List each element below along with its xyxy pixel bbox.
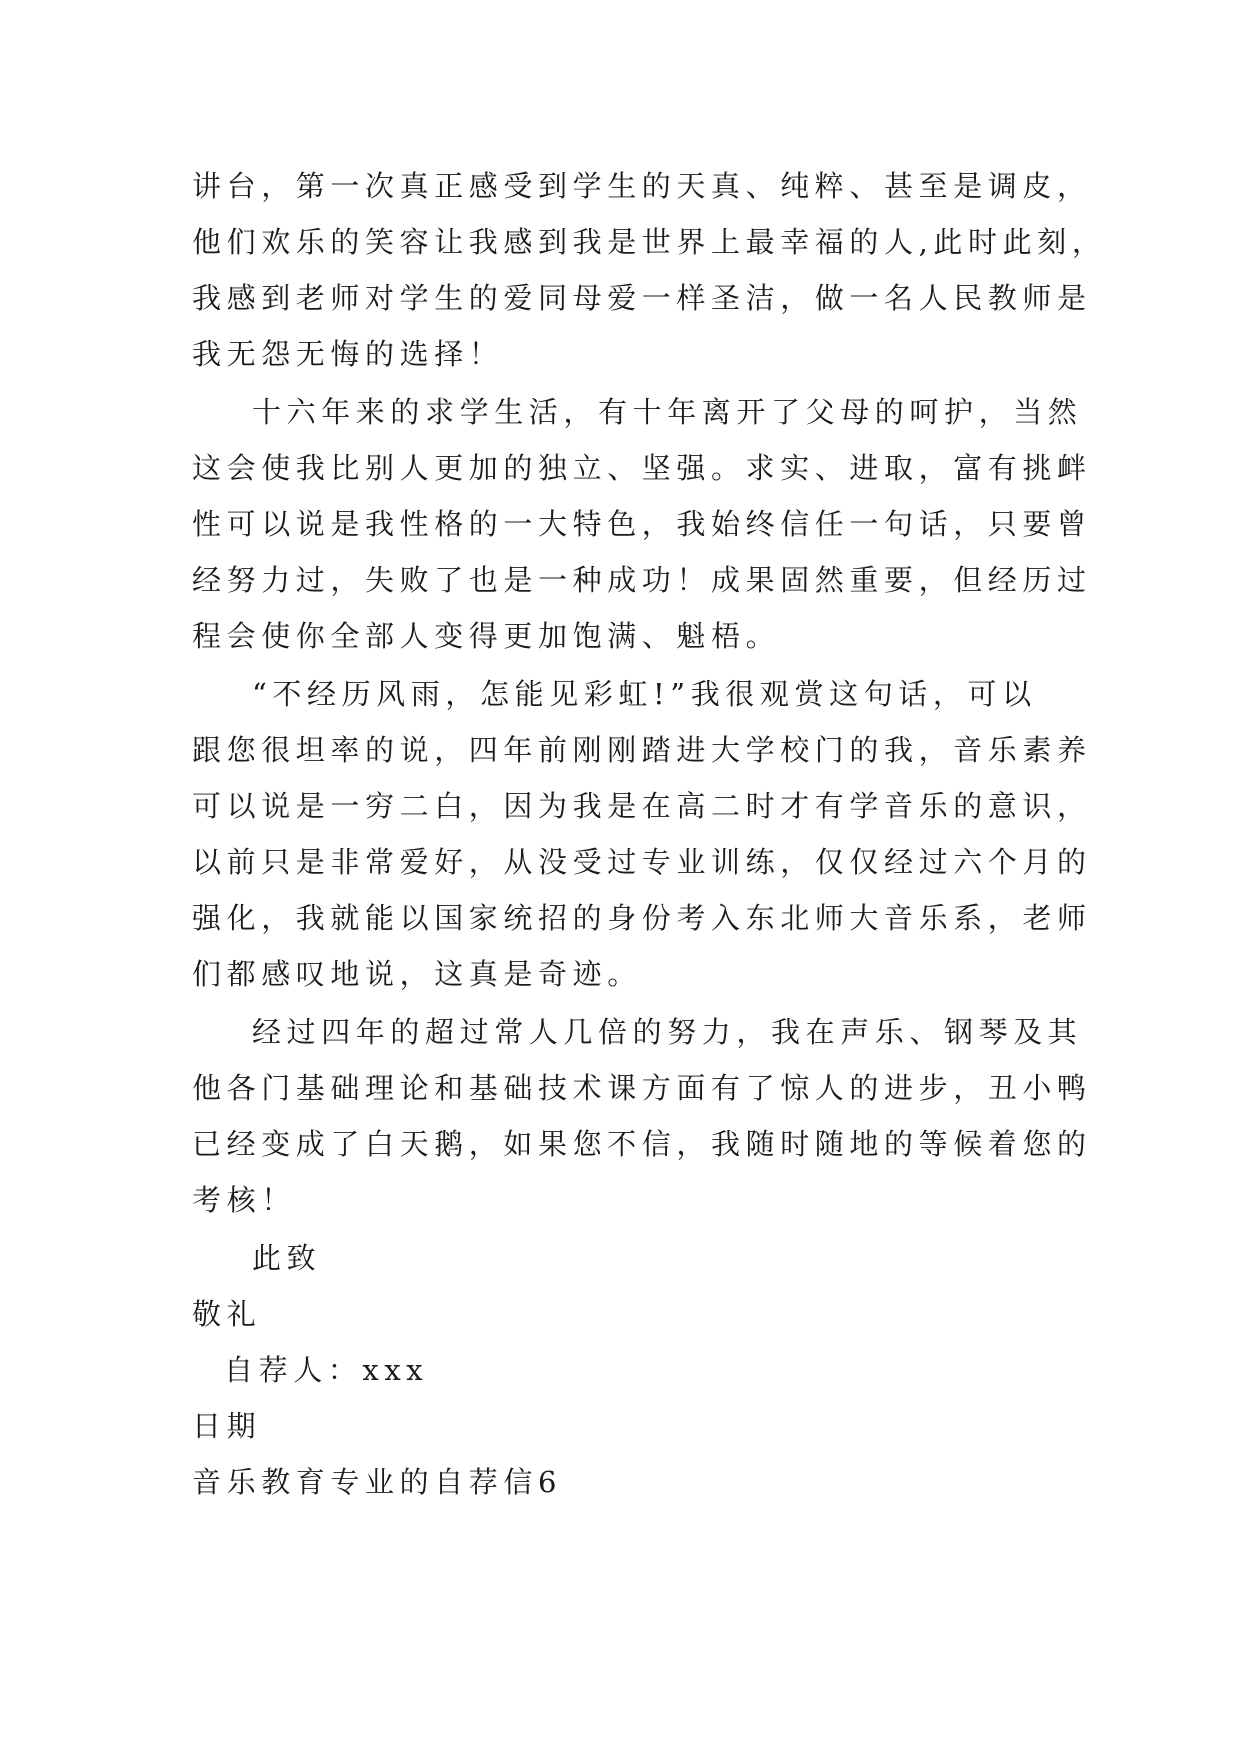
paragraph-3-line-2: 跟您很坦率的说，四年前刚刚踏进大学校门的我，音乐素养 [192,733,1092,767]
closing-salutation-1: 此致 [252,1241,322,1275]
paragraph-3-line-6: 们都感叹地说，这真是奇迹。 [192,957,642,991]
next-letter-title: 音乐教育专业的自荐信6 [192,1465,563,1499]
paragraph-3-line-1: “不经历风雨，怎能见彩虹!”我很观赏这句话，可以 [252,677,1037,711]
paragraph-2-line-2: 这会使我比别人更加的独立、坚强。求实、进取，富有挑衅 [192,451,1092,485]
closing-salutation-2: 敬礼 [192,1297,262,1331]
body-line-2: 他们欢乐的笑容让我感到我是世界上最幸福的人,此时此刻， [192,225,1107,259]
paragraph-4-line-2: 他各门基础理论和基础技术课方面有了惊人的进步，丑小鸭 [192,1071,1092,1105]
paragraph-3-line-4: 以前只是非常爱好，从没受过专业训练，仅仅经过六个月的 [192,845,1092,879]
paragraph-2-line-3: 性可以说是我性格的一大特色，我始终信任一句话，只要曾 [192,507,1092,541]
paragraph-4-line-4: 考核！ [192,1183,296,1217]
paragraph-3-line-3: 可以说是一穷二白，因为我是在高二时才有学音乐的意识， [192,789,1092,823]
body-line-4: 我无怨无悔的选择！ [192,337,504,371]
body-line-3: 我感到老师对学生的爱同母爱一样圣洁，做一名人民教师是 [192,281,1092,315]
signer: 自荐人：xxx [224,1353,429,1387]
paragraph-3-line-5: 强化，我就能以国家统招的身份考入东北师大音乐系，老师 [192,901,1092,935]
body-line-1: 讲台，第一次真正感受到学生的天真、纯粹、甚至是调皮， [192,169,1092,203]
paragraph-4-line-1: 经过四年的超过常人几倍的努力，我在声乐、钢琴及其 [252,1015,1083,1049]
paragraph-2-line-5: 程会使你全部人变得更加饱满、魁梧。 [192,619,781,653]
paragraph-4-line-3: 已经变成了白天鹅，如果您不信，我随时随地的等候着您的 [192,1127,1092,1161]
date: 日期 [192,1409,262,1443]
paragraph-2-line-1: 十六年来的求学生活，有十年离开了父母的呵护，当然 [252,395,1083,429]
paragraph-2-line-4: 经努力过，失败了也是一种成功！成果固然重要，但经历过 [192,563,1092,597]
